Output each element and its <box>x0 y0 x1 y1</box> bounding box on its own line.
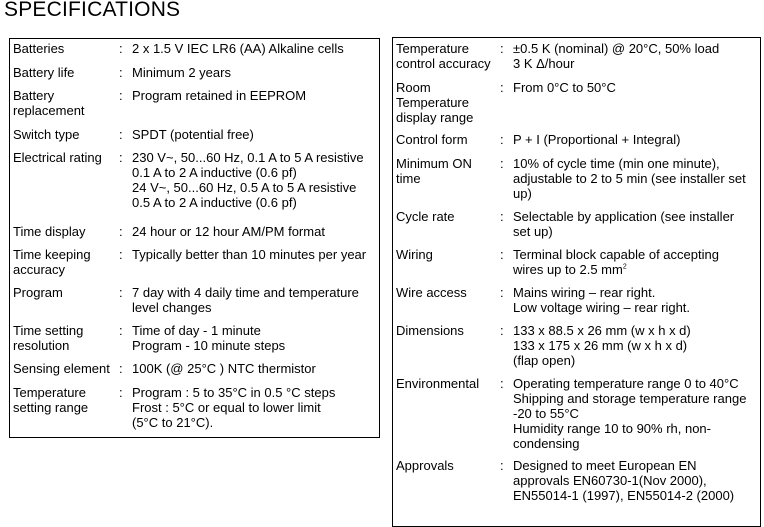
spec-value-line: 230 V~, 50...60 Hz, 0.1 A to 5 A resistive <box>132 150 364 165</box>
spec-label-line: time <box>396 171 421 186</box>
spec-label <box>396 156 472 186</box>
spec-colon: : <box>119 127 123 142</box>
superscript: 2 <box>622 263 627 271</box>
spec-label-line: Time setting <box>13 323 84 338</box>
spec-label <box>13 41 64 56</box>
spec-label-line: Electrical rating <box>13 150 102 165</box>
spec-label <box>396 247 433 262</box>
spec-value-line: approvals EN60730-1(Nov 2000), <box>513 473 707 488</box>
spec-value <box>132 361 316 376</box>
spec-colon: : <box>500 132 504 147</box>
spec-value-line: 100K (@ 25°C ) NTC thermistor <box>132 361 316 376</box>
spec-colon: : <box>119 41 123 56</box>
spec-colon: : <box>119 247 123 262</box>
spec-label-line: Environmental <box>396 376 480 391</box>
spec-label-line: Cycle rate <box>396 209 455 224</box>
spec-value <box>132 385 335 430</box>
spec-label <box>396 41 491 71</box>
spec-value-line: ±0.5 K (nominal) @ 20°C, 50% load <box>513 41 720 56</box>
spec-label-line: Sensing element <box>13 361 110 376</box>
spec-label-line: accuracy <box>13 262 66 277</box>
spec-label-line: replacement <box>13 103 85 118</box>
spec-value-line: Time of day - 1 minute <box>132 323 261 338</box>
spec-colon: : <box>500 285 504 300</box>
spec-value <box>513 41 719 71</box>
spec-value-line: Mains wiring – rear right. <box>513 285 656 300</box>
spec-value-line: 24 V~, 50...60 Hz, 0.5 A to 5 A resistive <box>132 180 357 195</box>
spec-value-line: Frost : 5°C or equal to lower limit <box>132 400 321 415</box>
spec-value-line: 24 hour or 12 hour AM/PM format <box>132 224 325 239</box>
spec-value-line: 2 x 1.5 V IEC LR6 (AA) Alkaline cells <box>132 41 344 56</box>
spec-value-line: condensing <box>513 436 580 451</box>
spec-value <box>513 247 719 277</box>
spec-value <box>513 323 691 368</box>
spec-value-line: 0.1 A to 2 A inductive (0.6 pf) <box>132 165 297 180</box>
spec-colon: : <box>500 376 504 391</box>
spec-label <box>13 247 91 277</box>
spec-label <box>396 80 473 125</box>
spec-label <box>396 285 467 300</box>
spec-label <box>13 88 85 118</box>
spec-label-line: Dimensions <box>396 323 464 338</box>
spec-label-line: Battery <box>13 88 55 103</box>
spec-colon: : <box>119 385 123 400</box>
spec-label-line: Temperature <box>396 41 469 56</box>
spec-value-line: 3 K Δ/hour <box>513 56 575 71</box>
spec-value <box>132 247 366 262</box>
spec-label-line: Batteries <box>13 41 65 56</box>
spec-label <box>13 224 85 239</box>
spec-value <box>132 41 344 56</box>
spec-value-line: 0.5 A to 2 A inductive (0.6 pf) <box>132 195 297 210</box>
spec-label <box>13 285 63 300</box>
spec-value-line: Typically better than 10 minutes per year <box>132 247 367 262</box>
spec-value <box>132 127 254 142</box>
spec-label-line: Control form <box>396 132 468 147</box>
spec-label <box>396 376 479 391</box>
spec-colon: : <box>119 361 123 376</box>
spec-value <box>132 65 231 80</box>
spec-table-left <box>9 38 380 438</box>
spec-value <box>132 88 306 103</box>
spec-colon: : <box>500 80 504 95</box>
spec-value-line: (5°C to 21°C). <box>132 415 214 430</box>
spec-label <box>13 127 79 142</box>
spec-label <box>13 150 102 165</box>
spec-value <box>513 376 746 451</box>
spec-colon: : <box>500 209 504 224</box>
spec-label-line: Time display <box>13 224 86 239</box>
spec-colon: : <box>119 224 123 239</box>
spec-label-line: display range <box>396 110 474 125</box>
spec-label-line: resolution <box>13 338 70 353</box>
spec-label <box>13 361 110 376</box>
spec-label-line: control accuracy <box>396 56 491 71</box>
spec-label-line: Room <box>396 80 431 95</box>
spec-value-line: set up) <box>513 224 553 239</box>
page-title: SPECIFICATIONS <box>4 0 181 21</box>
spec-label-line: Temperature <box>13 385 86 400</box>
spec-value <box>513 209 734 239</box>
spec-label-line: Wiring <box>396 247 433 262</box>
spec-value-line: -20 to 55°C <box>513 406 579 421</box>
spec-value-line: 7 day with 4 daily time and temperature <box>132 285 359 300</box>
spec-value-line: (flap open) <box>513 353 576 368</box>
spec-label <box>13 65 74 80</box>
spec-value-line: Program : 5 to 35°C in 0.5 °C steps <box>132 385 336 400</box>
spec-value-line: up) <box>513 186 532 201</box>
spec-value <box>513 285 690 315</box>
spec-value <box>132 323 285 353</box>
spec-value-line: Designed to meet European EN <box>513 458 697 473</box>
spec-value-line: SPDT (potential free) <box>132 127 254 142</box>
spec-label <box>13 323 83 353</box>
spec-colon: : <box>500 41 504 56</box>
spec-label-line: Switch type <box>13 127 80 142</box>
spec-value-line: Selectable by application (see installer <box>513 209 735 224</box>
spec-label <box>396 209 455 224</box>
spec-colon: : <box>119 285 123 300</box>
spec-value-line: Operating temperature range 0 to 40°C <box>513 376 739 391</box>
spec-value-line: From 0°C to 50°C <box>513 80 616 95</box>
spec-label-line: Program <box>13 285 63 300</box>
spec-value-line: Minimum 2 years <box>132 65 231 80</box>
spec-colon: : <box>119 150 123 165</box>
spec-colon: : <box>500 247 504 262</box>
spec-label <box>396 132 468 147</box>
spec-label <box>13 385 88 415</box>
spec-value-line: Terminal block capable of accepting <box>513 247 719 262</box>
spec-value <box>513 80 616 95</box>
spec-value <box>513 156 746 201</box>
spec-colon: : <box>119 88 123 103</box>
spec-value-line: 133 x 175 x 26 mm (w x h x d) <box>513 338 688 353</box>
spec-value-line: adjustable to 2 to 5 min (see installer set <box>513 171 746 186</box>
spec-label-line: Wire access <box>396 285 467 300</box>
spec-value-line: EN55014-1 (1997), EN55014-2 (2000) <box>513 488 735 503</box>
spec-value <box>513 458 734 503</box>
spec-value-line: Program - 10 minute steps <box>132 338 286 353</box>
spec-value <box>132 224 325 239</box>
spec-colon: : <box>119 323 123 338</box>
spec-label-line: Battery life <box>13 65 75 80</box>
spec-label-line: Time keeping <box>13 247 91 262</box>
spec-value-line: 10% of cycle time (min one minute), <box>513 156 720 171</box>
spec-value-line: Low voltage wiring – rear right. <box>513 300 691 315</box>
spec-value <box>132 285 359 315</box>
spec-value-line: 133 x 88.5 x 26 mm (w x h x d) <box>513 323 691 338</box>
spec-colon: : <box>119 65 123 80</box>
spec-value <box>132 150 364 210</box>
spec-value-line: Shipping and storage temperature range <box>513 391 747 406</box>
spec-value <box>513 132 680 147</box>
spec-colon: : <box>500 156 504 171</box>
spec-colon: : <box>500 458 504 473</box>
spec-label-line: Approvals <box>396 458 454 473</box>
spec-value-line: wires up to 2.5 $mm^2$ <box>513 262 627 277</box>
spec-colon: : <box>500 323 504 338</box>
spec-value-line: level changes <box>132 300 212 315</box>
spec-value-line: Program retained in EEPROM <box>132 88 307 103</box>
spec-value-line: Humidity range 10 to 90% rh, non- <box>513 421 711 436</box>
spec-label-line: Minimum ON <box>396 156 472 171</box>
spec-table-right <box>392 37 761 527</box>
spec-label <box>396 323 464 338</box>
spec-value-line: P + I (Proportional + Integral) <box>513 132 681 147</box>
spec-label-line: Temperature <box>396 95 469 110</box>
spec-label <box>396 458 454 473</box>
spec-label-line: setting range <box>13 400 89 415</box>
